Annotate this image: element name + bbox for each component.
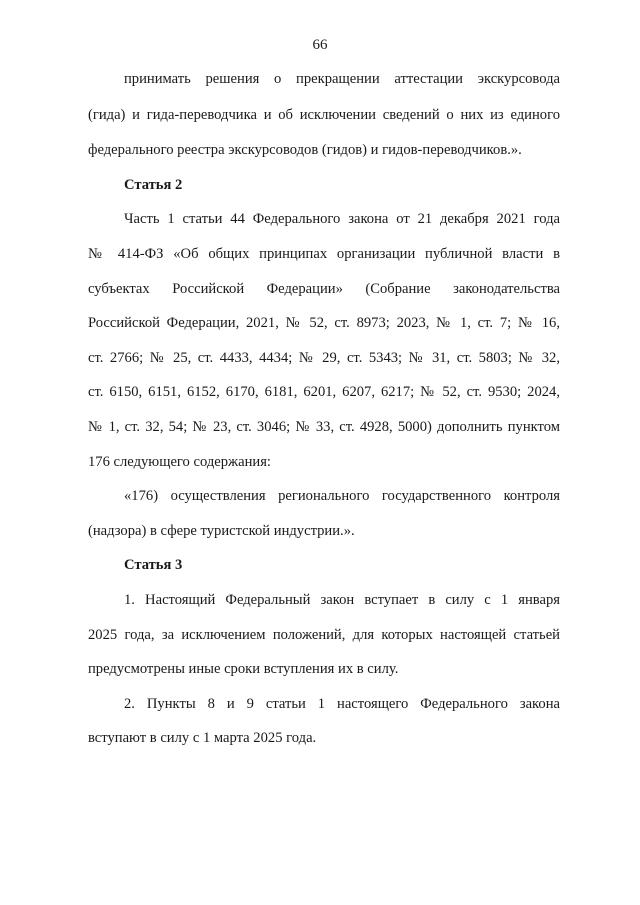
text-line: 1. Настоящий Федеральный закон вступает в силу с 1 января — [124, 592, 560, 608]
text-line: № 414-ФЗ «Об общих принципах организации публичной власти в — [88, 246, 560, 262]
article-heading: Статья 3 — [124, 557, 183, 573]
text-line: федерального реестра экскурсоводов (гидов) и гидов-переводчиков.». — [88, 142, 522, 158]
text-line: (гида) и гида-переводчика и об исключении сведений о них из единого — [88, 107, 560, 123]
text-line: (надзора) в сфере туристской индустрии.». — [88, 523, 355, 539]
text-line: 2025 года, за исключением положений, для которых настоящей статьей — [88, 627, 560, 643]
text-line: ст. 2766; № 25, ст. 4433, 4434; № 29, ст. 5343; № 31, ст. 5803; № 32, — [88, 350, 560, 366]
text-line: предусмотрены иные сроки вступления их в силу. — [88, 661, 399, 677]
text-line: ст. 6150, 6151, 6152, 6170, 6181, 6201, 6207, 6217; № 52, ст. 9530; 2024, — [88, 384, 560, 400]
text-line: вступают в силу с 1 марта 2025 года. — [88, 730, 317, 746]
text-line: 176 следующего содержания: — [88, 454, 271, 470]
text-line: № 1, ст. 32, 54; № 23, ст. 3046; № 33, ст. 4928, 5000) дополнить пунктом — [88, 419, 560, 435]
text-line: Часть 1 статьи 44 Федерального закона от 21 декабря 2021 года — [124, 211, 560, 227]
article-heading: Статья 2 — [124, 177, 183, 193]
text-line: 2. Пункты 8 и 9 статьи 1 настоящего Федерального закона — [124, 696, 560, 712]
text-line: принимать решения о прекращении аттестации экскурсовода — [124, 71, 560, 87]
text-line: субъектах Российской Федерации» (Собрание законодательства — [88, 281, 560, 297]
page-number: 66 — [312, 37, 328, 53]
text-line: Российской Федерации, 2021, № 52, ст. 8973; 2023, № 1, ст. 7; № 16, — [88, 315, 560, 331]
text-line: «176) осуществления регионального государственного контроля — [124, 488, 560, 504]
